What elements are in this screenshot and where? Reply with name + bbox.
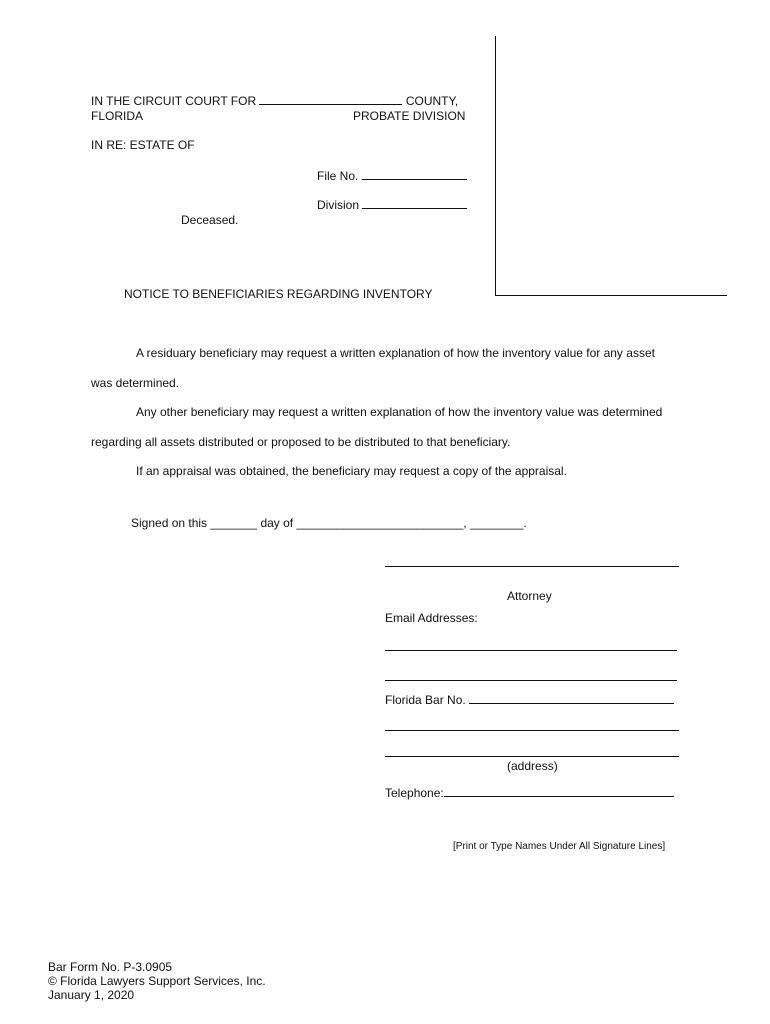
telephone-field[interactable] xyxy=(444,785,674,797)
file-no-field[interactable] xyxy=(362,168,467,180)
deceased-label: Deceased. xyxy=(181,213,239,227)
paragraph-1-line-2: was determined. xyxy=(91,376,180,390)
address-label: (address) xyxy=(507,759,558,773)
address-line-2[interactable] xyxy=(385,756,679,757)
paragraph-1-line-1: A residuary beneficiary may request a written explanation of how the inventory value for any asset xyxy=(136,346,655,360)
email-line-2[interactable] xyxy=(385,680,677,681)
attorney-signature-line[interactable] xyxy=(385,566,679,567)
email-addresses-label: Email Addresses: xyxy=(385,611,478,625)
in-re-label: IN RE: ESTATE OF xyxy=(91,138,195,152)
division-field[interactable] xyxy=(362,197,467,209)
paragraph-3: If an appraisal was obtained, the beneficiary may request a copy of the appraisal. xyxy=(136,464,567,478)
state-label: FLORIDA xyxy=(91,109,144,123)
clerk-box-horizontal-rule xyxy=(495,295,727,296)
footer-form-number: Bar Form No. P-3.0905 xyxy=(48,960,173,974)
court-label: IN THE CIRCUIT COURT FOR xyxy=(91,94,257,108)
email-line-1[interactable] xyxy=(385,650,677,651)
clerk-box-vertical-rule xyxy=(495,36,496,296)
telephone-line xyxy=(385,785,674,801)
bar-no-line xyxy=(385,692,674,708)
address-line-1[interactable] xyxy=(385,730,679,731)
bar-no-field[interactable] xyxy=(469,692,674,704)
signed-on-line: Signed on this _______ day of _________________________, ________. xyxy=(131,516,527,530)
division-line xyxy=(317,197,467,213)
county-label: COUNTY, xyxy=(405,94,459,108)
paragraph-2-line-1: Any other beneficiary may request a written explanation of how the inventory value was determined xyxy=(136,405,663,419)
bar-no-label: Florida Bar No. xyxy=(385,693,466,707)
document-title: NOTICE TO BENEFICIARIES REGARDING INVENTORY xyxy=(124,287,433,301)
attorney-label: Attorney xyxy=(507,589,552,603)
print-names-note: [Print or Type Names Under All Signature Lines] xyxy=(453,841,666,852)
county-name-field[interactable] xyxy=(259,93,402,105)
paragraph-2-line-2: regarding all assets distributed or proposed to be distributed to that beneficiary. xyxy=(91,435,511,449)
footer-date: January 1, 2020 xyxy=(48,988,135,1002)
file-no-label: File No. xyxy=(317,169,359,183)
division-label: Division xyxy=(317,198,360,212)
division-heading: PROBATE DIVISION xyxy=(353,109,466,123)
telephone-label: Telephone: xyxy=(385,786,444,800)
file-no-line xyxy=(317,168,467,184)
court-caption-line xyxy=(91,93,458,109)
footer-copyright: © Florida Lawyers Support Services, Inc. xyxy=(48,974,266,988)
